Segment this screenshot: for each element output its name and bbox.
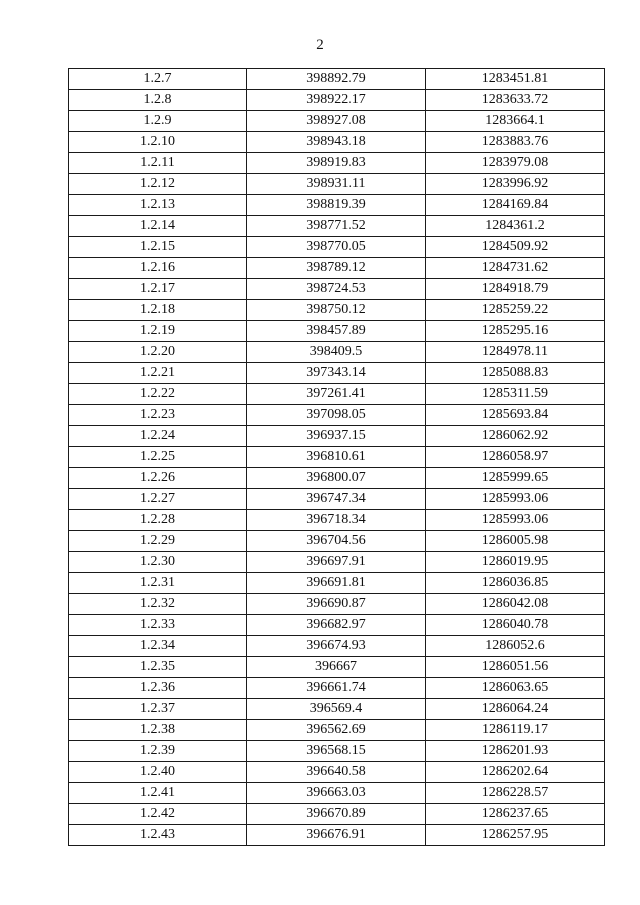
point-id-cell: 1.2.18 <box>69 300 247 321</box>
point-id-cell: 1.2.8 <box>69 90 247 111</box>
table-row <box>69 363 605 384</box>
y-coordinate-cell: 1286064.24 <box>426 699 605 720</box>
x-coordinate-cell: 397261.41 <box>247 384 426 405</box>
x-coordinate-cell: 398771.52 <box>247 216 426 237</box>
point-id-cell: 1.2.28 <box>69 510 247 531</box>
point-id-cell: 1.2.26 <box>69 468 247 489</box>
table-row <box>69 447 605 468</box>
y-coordinate-cell: 1285295.16 <box>426 321 605 342</box>
table-row <box>69 678 605 699</box>
point-id-cell: 1.2.13 <box>69 195 247 216</box>
y-coordinate-cell: 1285259.22 <box>426 300 605 321</box>
x-coordinate-cell: 397343.14 <box>247 363 426 384</box>
point-id-cell: 1.2.30 <box>69 552 247 573</box>
x-coordinate-cell: 398457.89 <box>247 321 426 342</box>
table-row <box>69 531 605 552</box>
table-row <box>69 174 605 195</box>
x-coordinate-cell: 397098.05 <box>247 405 426 426</box>
point-id-cell: 1.2.25 <box>69 447 247 468</box>
point-id-cell: 1.2.12 <box>69 174 247 195</box>
table-row <box>69 825 605 846</box>
y-coordinate-cell: 1284509.92 <box>426 237 605 258</box>
y-coordinate-cell: 1286051.56 <box>426 657 605 678</box>
table-row <box>69 720 605 741</box>
table-row <box>69 615 605 636</box>
x-coordinate-cell: 396697.91 <box>247 552 426 573</box>
y-coordinate-cell: 1284731.62 <box>426 258 605 279</box>
x-coordinate-cell: 396682.97 <box>247 615 426 636</box>
point-id-cell: 1.2.21 <box>69 363 247 384</box>
x-coordinate-cell: 396691.81 <box>247 573 426 594</box>
table-row <box>69 762 605 783</box>
y-coordinate-cell: 1283996.92 <box>426 174 605 195</box>
x-coordinate-cell: 396676.91 <box>247 825 426 846</box>
y-coordinate-cell: 1283633.72 <box>426 90 605 111</box>
table-row <box>69 237 605 258</box>
x-coordinate-cell: 396810.61 <box>247 447 426 468</box>
point-id-cell: 1.2.9 <box>69 111 247 132</box>
table-row <box>69 258 605 279</box>
table-row <box>69 783 605 804</box>
table-row <box>69 552 605 573</box>
point-id-cell: 1.2.42 <box>69 804 247 825</box>
x-coordinate-cell: 396562.69 <box>247 720 426 741</box>
y-coordinate-cell: 1286036.85 <box>426 573 605 594</box>
y-coordinate-cell: 1284978.11 <box>426 342 605 363</box>
point-id-cell: 1.2.16 <box>69 258 247 279</box>
y-coordinate-cell: 1286119.17 <box>426 720 605 741</box>
point-id-cell: 1.2.34 <box>69 636 247 657</box>
coordinates-table <box>68 68 605 846</box>
point-id-cell: 1.2.38 <box>69 720 247 741</box>
table-row <box>69 132 605 153</box>
table-row <box>69 342 605 363</box>
y-coordinate-cell: 1284361.2 <box>426 216 605 237</box>
x-coordinate-cell: 398919.83 <box>247 153 426 174</box>
y-coordinate-cell: 1286257.95 <box>426 825 605 846</box>
table-row <box>69 405 605 426</box>
x-coordinate-cell: 398922.17 <box>247 90 426 111</box>
point-id-cell: 1.2.43 <box>69 825 247 846</box>
coordinates-table-body <box>69 69 605 846</box>
y-coordinate-cell: 1286040.78 <box>426 615 605 636</box>
point-id-cell: 1.2.27 <box>69 489 247 510</box>
y-coordinate-cell: 1286019.95 <box>426 552 605 573</box>
table-row <box>69 195 605 216</box>
point-id-cell: 1.2.15 <box>69 237 247 258</box>
table-row <box>69 384 605 405</box>
table-row <box>69 111 605 132</box>
point-id-cell: 1.2.35 <box>69 657 247 678</box>
x-coordinate-cell: 398819.39 <box>247 195 426 216</box>
x-coordinate-cell: 398892.79 <box>247 69 426 90</box>
table-row <box>69 741 605 762</box>
table-row <box>69 69 605 90</box>
x-coordinate-cell: 398931.11 <box>247 174 426 195</box>
point-id-cell: 1.2.40 <box>69 762 247 783</box>
table-row <box>69 426 605 447</box>
point-id-cell: 1.2.39 <box>69 741 247 762</box>
table-row <box>69 489 605 510</box>
point-id-cell: 1.2.41 <box>69 783 247 804</box>
x-coordinate-cell: 398409.5 <box>247 342 426 363</box>
table-row <box>69 636 605 657</box>
y-coordinate-cell: 1286201.93 <box>426 741 605 762</box>
y-coordinate-cell: 1284918.79 <box>426 279 605 300</box>
table-row <box>69 468 605 489</box>
table-row <box>69 657 605 678</box>
y-coordinate-cell: 1286237.65 <box>426 804 605 825</box>
y-coordinate-cell: 1283883.76 <box>426 132 605 153</box>
table-row <box>69 153 605 174</box>
point-id-cell: 1.2.33 <box>69 615 247 636</box>
point-id-cell: 1.2.36 <box>69 678 247 699</box>
y-coordinate-cell: 1286058.97 <box>426 447 605 468</box>
y-coordinate-cell: 1286063.65 <box>426 678 605 699</box>
page-number: 2 <box>316 37 324 53</box>
x-coordinate-cell: 396661.74 <box>247 678 426 699</box>
x-coordinate-cell: 396674.93 <box>247 636 426 657</box>
x-coordinate-cell: 398789.12 <box>247 258 426 279</box>
table-row <box>69 321 605 342</box>
y-coordinate-cell: 1283979.08 <box>426 153 605 174</box>
x-coordinate-cell: 396747.34 <box>247 489 426 510</box>
point-id-cell: 1.2.7 <box>69 69 247 90</box>
table-row <box>69 279 605 300</box>
x-coordinate-cell: 396690.87 <box>247 594 426 615</box>
y-coordinate-cell: 1285693.84 <box>426 405 605 426</box>
table-row <box>69 804 605 825</box>
point-id-cell: 1.2.10 <box>69 132 247 153</box>
x-coordinate-cell: 396667 <box>247 657 426 678</box>
table-row <box>69 510 605 531</box>
y-coordinate-cell: 1284169.84 <box>426 195 605 216</box>
x-coordinate-cell: 396718.34 <box>247 510 426 531</box>
x-coordinate-cell: 398943.18 <box>247 132 426 153</box>
y-coordinate-cell: 1285311.59 <box>426 384 605 405</box>
point-id-cell: 1.2.14 <box>69 216 247 237</box>
point-id-cell: 1.2.24 <box>69 426 247 447</box>
table-row <box>69 594 605 615</box>
y-coordinate-cell: 1286228.57 <box>426 783 605 804</box>
point-id-cell: 1.2.31 <box>69 573 247 594</box>
point-id-cell: 1.2.32 <box>69 594 247 615</box>
y-coordinate-cell: 1286062.92 <box>426 426 605 447</box>
table-row <box>69 90 605 111</box>
x-coordinate-cell: 396663.03 <box>247 783 426 804</box>
x-coordinate-cell: 396937.15 <box>247 426 426 447</box>
x-coordinate-cell: 398770.05 <box>247 237 426 258</box>
y-coordinate-cell: 1286052.6 <box>426 636 605 657</box>
table-row <box>69 300 605 321</box>
table-row <box>69 216 605 237</box>
point-id-cell: 1.2.29 <box>69 531 247 552</box>
x-coordinate-cell: 396704.56 <box>247 531 426 552</box>
point-id-cell: 1.2.20 <box>69 342 247 363</box>
x-coordinate-cell: 398724.53 <box>247 279 426 300</box>
table-row <box>69 699 605 720</box>
point-id-cell: 1.2.37 <box>69 699 247 720</box>
y-coordinate-cell: 1285993.06 <box>426 489 605 510</box>
y-coordinate-cell: 1285999.65 <box>426 468 605 489</box>
y-coordinate-cell: 1286202.64 <box>426 762 605 783</box>
x-coordinate-cell: 398750.12 <box>247 300 426 321</box>
x-coordinate-cell: 396569.4 <box>247 699 426 720</box>
point-id-cell: 1.2.22 <box>69 384 247 405</box>
point-id-cell: 1.2.19 <box>69 321 247 342</box>
x-coordinate-cell: 396640.58 <box>247 762 426 783</box>
y-coordinate-cell: 1286005.98 <box>426 531 605 552</box>
y-coordinate-cell: 1283664.1 <box>426 111 605 132</box>
x-coordinate-cell: 396800.07 <box>247 468 426 489</box>
x-coordinate-cell: 396670.89 <box>247 804 426 825</box>
y-coordinate-cell: 1285088.83 <box>426 363 605 384</box>
point-id-cell: 1.2.17 <box>69 279 247 300</box>
point-id-cell: 1.2.23 <box>69 405 247 426</box>
y-coordinate-cell: 1283451.81 <box>426 69 605 90</box>
y-coordinate-cell: 1286042.08 <box>426 594 605 615</box>
x-coordinate-cell: 396568.15 <box>247 741 426 762</box>
y-coordinate-cell: 1285993.06 <box>426 510 605 531</box>
x-coordinate-cell: 398927.08 <box>247 111 426 132</box>
point-id-cell: 1.2.11 <box>69 153 247 174</box>
table-row <box>69 573 605 594</box>
